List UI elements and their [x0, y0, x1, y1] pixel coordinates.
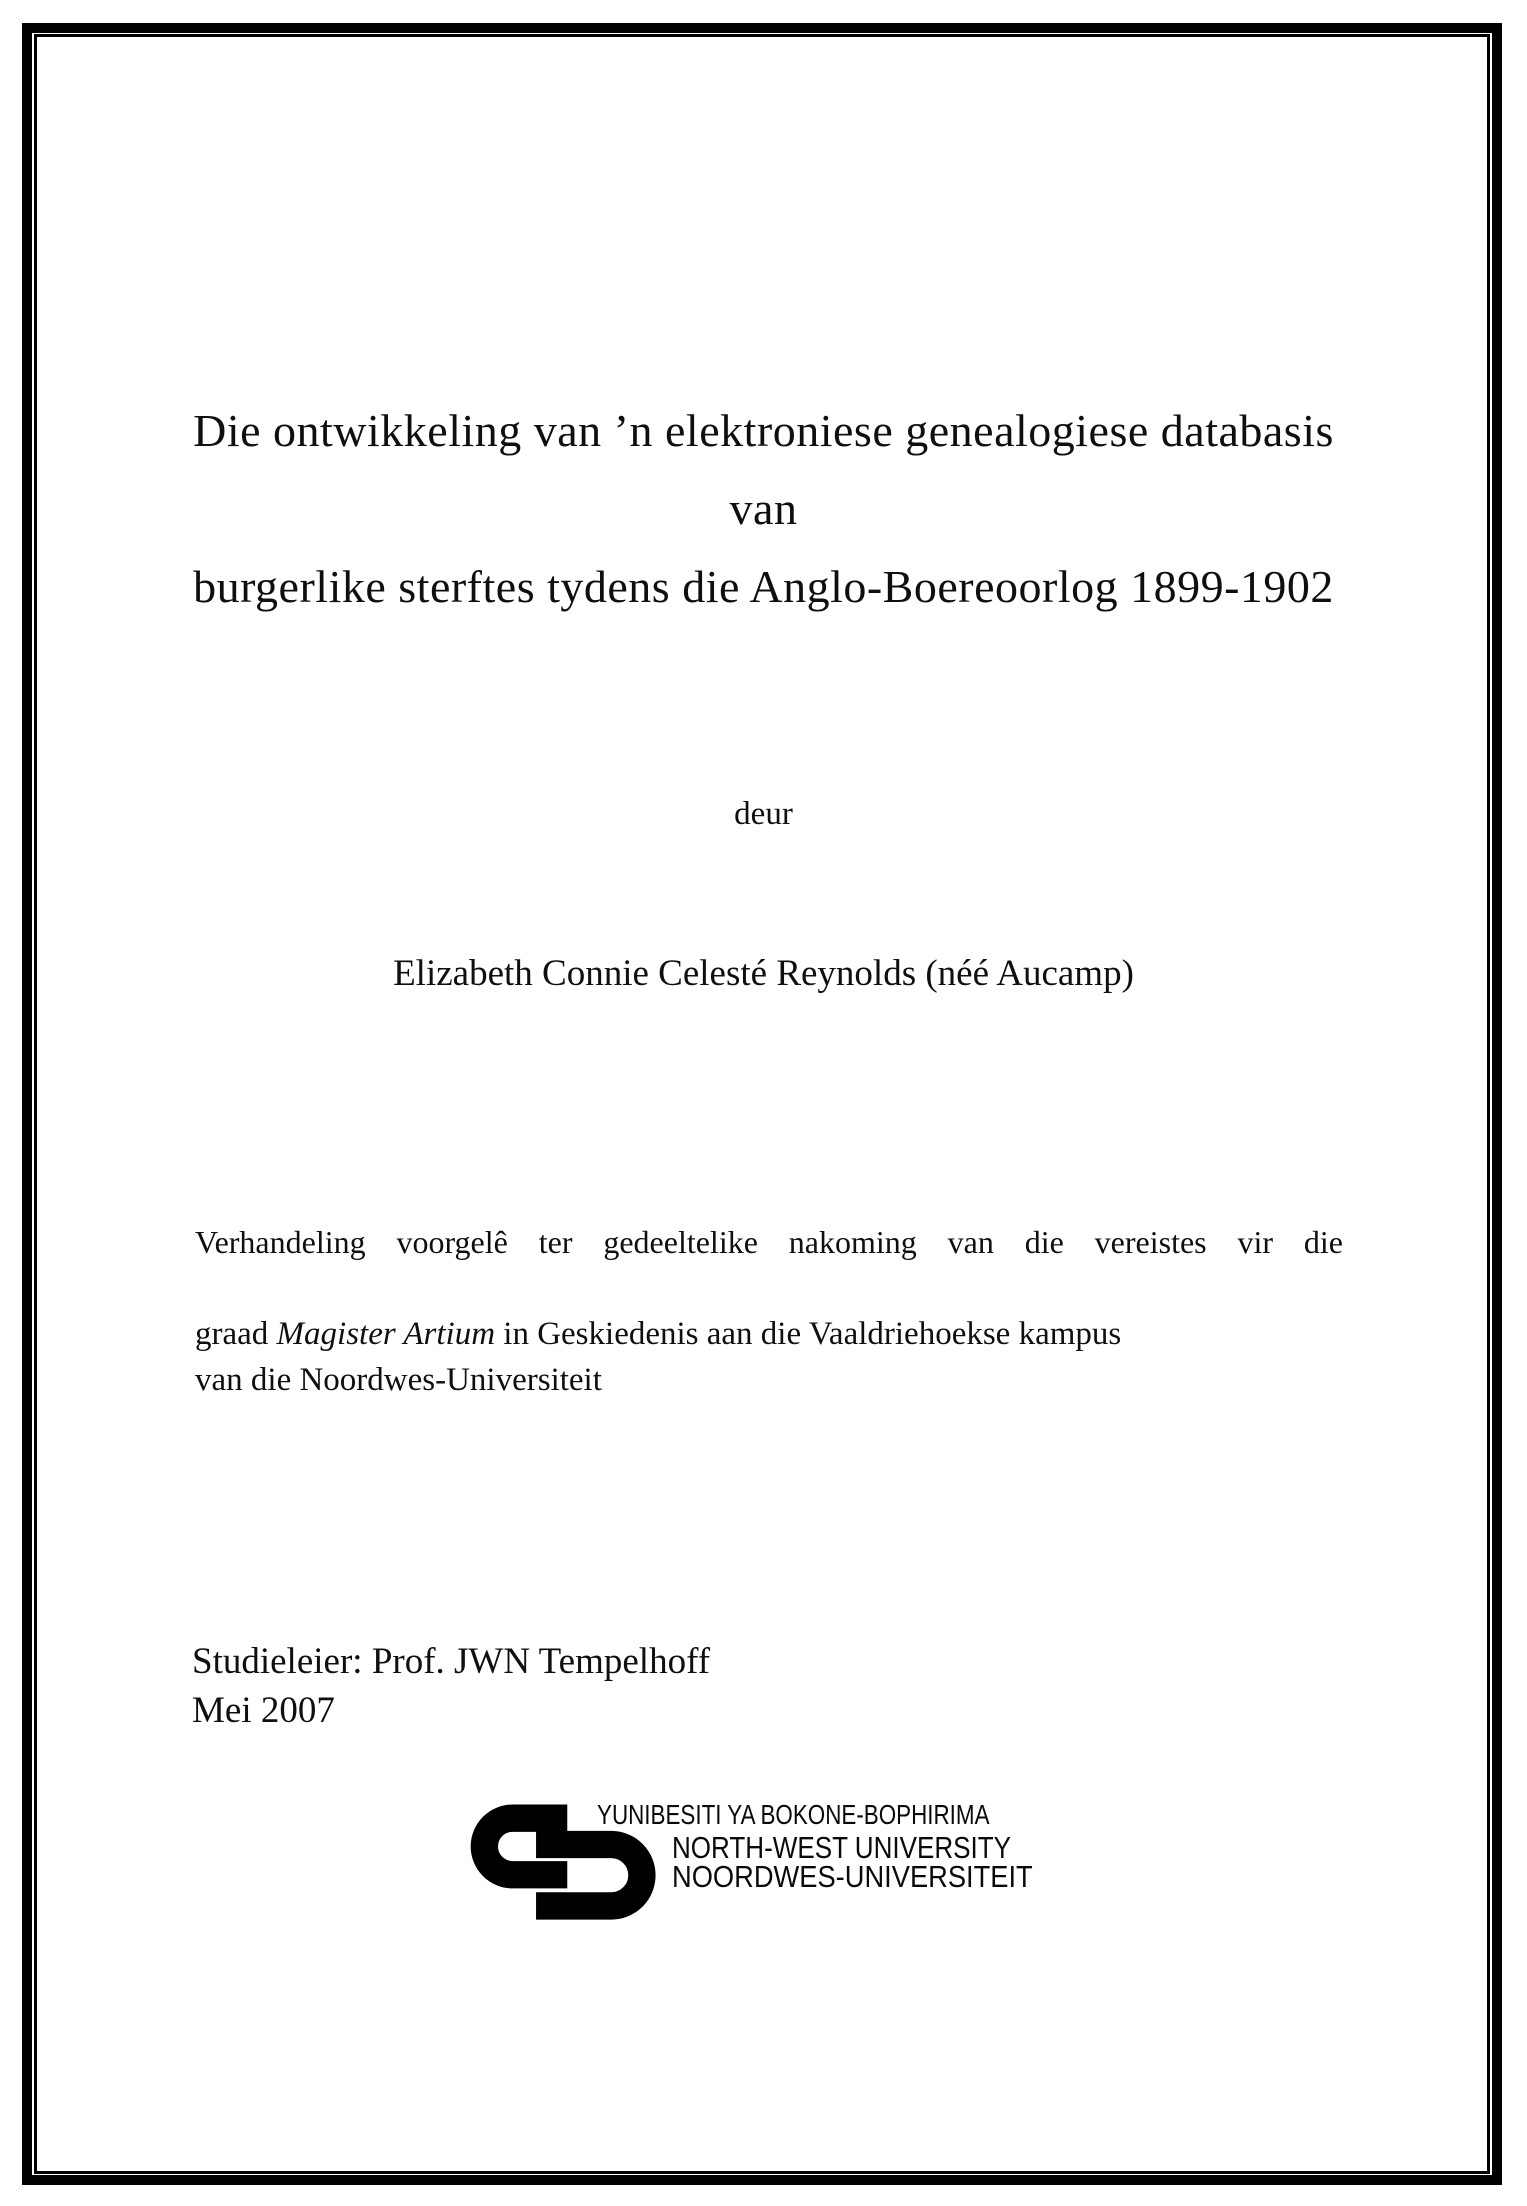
- degree-statement-line2-post: in Geskiedenis aan die Vaaldriehoekse kampus: [495, 1316, 1122, 1352]
- degree-statement-line2: [195, 1311, 1343, 1357]
- degree-statement-line1: Verhandeling voorgelê ter gedeeltelike nakoming van die vereistes vir die: [195, 1224, 1343, 1260]
- author-name: Elizabeth Connie Celesté Reynolds (néé Aucamp): [393, 953, 1134, 994]
- thesis-title: [160, 392, 1367, 626]
- date-line: Mei 2007: [192, 1690, 335, 1731]
- logo-text-afrikaans: NOORDWES-UNIVERSITEIT: [672, 1859, 1033, 1894]
- byline-deur: deur: [734, 796, 793, 832]
- degree-statement-line2-pre: graad: [195, 1316, 277, 1352]
- university-logo: [458, 1796, 1158, 1936]
- supervisor-line: Studieleier: Prof. JWN Tempelhoff: [192, 1641, 711, 1682]
- logo-text-english: NORTH-WEST UNIVERSITY: [672, 1830, 1012, 1865]
- thesis-title-line2: burgerlike sterftes tydens die Anglo-Boereoorlog 1899-1902: [193, 561, 1334, 612]
- degree-statement-line3: van die Noordwes-Universiteit: [195, 1362, 602, 1398]
- degree-name-italic: Magister Artium: [276, 1316, 496, 1352]
- logo-text-setswana: YUNIBESITI YA BOKONE-BOPHIRIMA: [597, 1799, 990, 1830]
- supervisor-block: [192, 1637, 710, 1735]
- thesis-title-line1: Die ontwikkeling van ’n elektroniese genealogiese databasis van: [193, 405, 1334, 534]
- degree-statement: [195, 1219, 1343, 1403]
